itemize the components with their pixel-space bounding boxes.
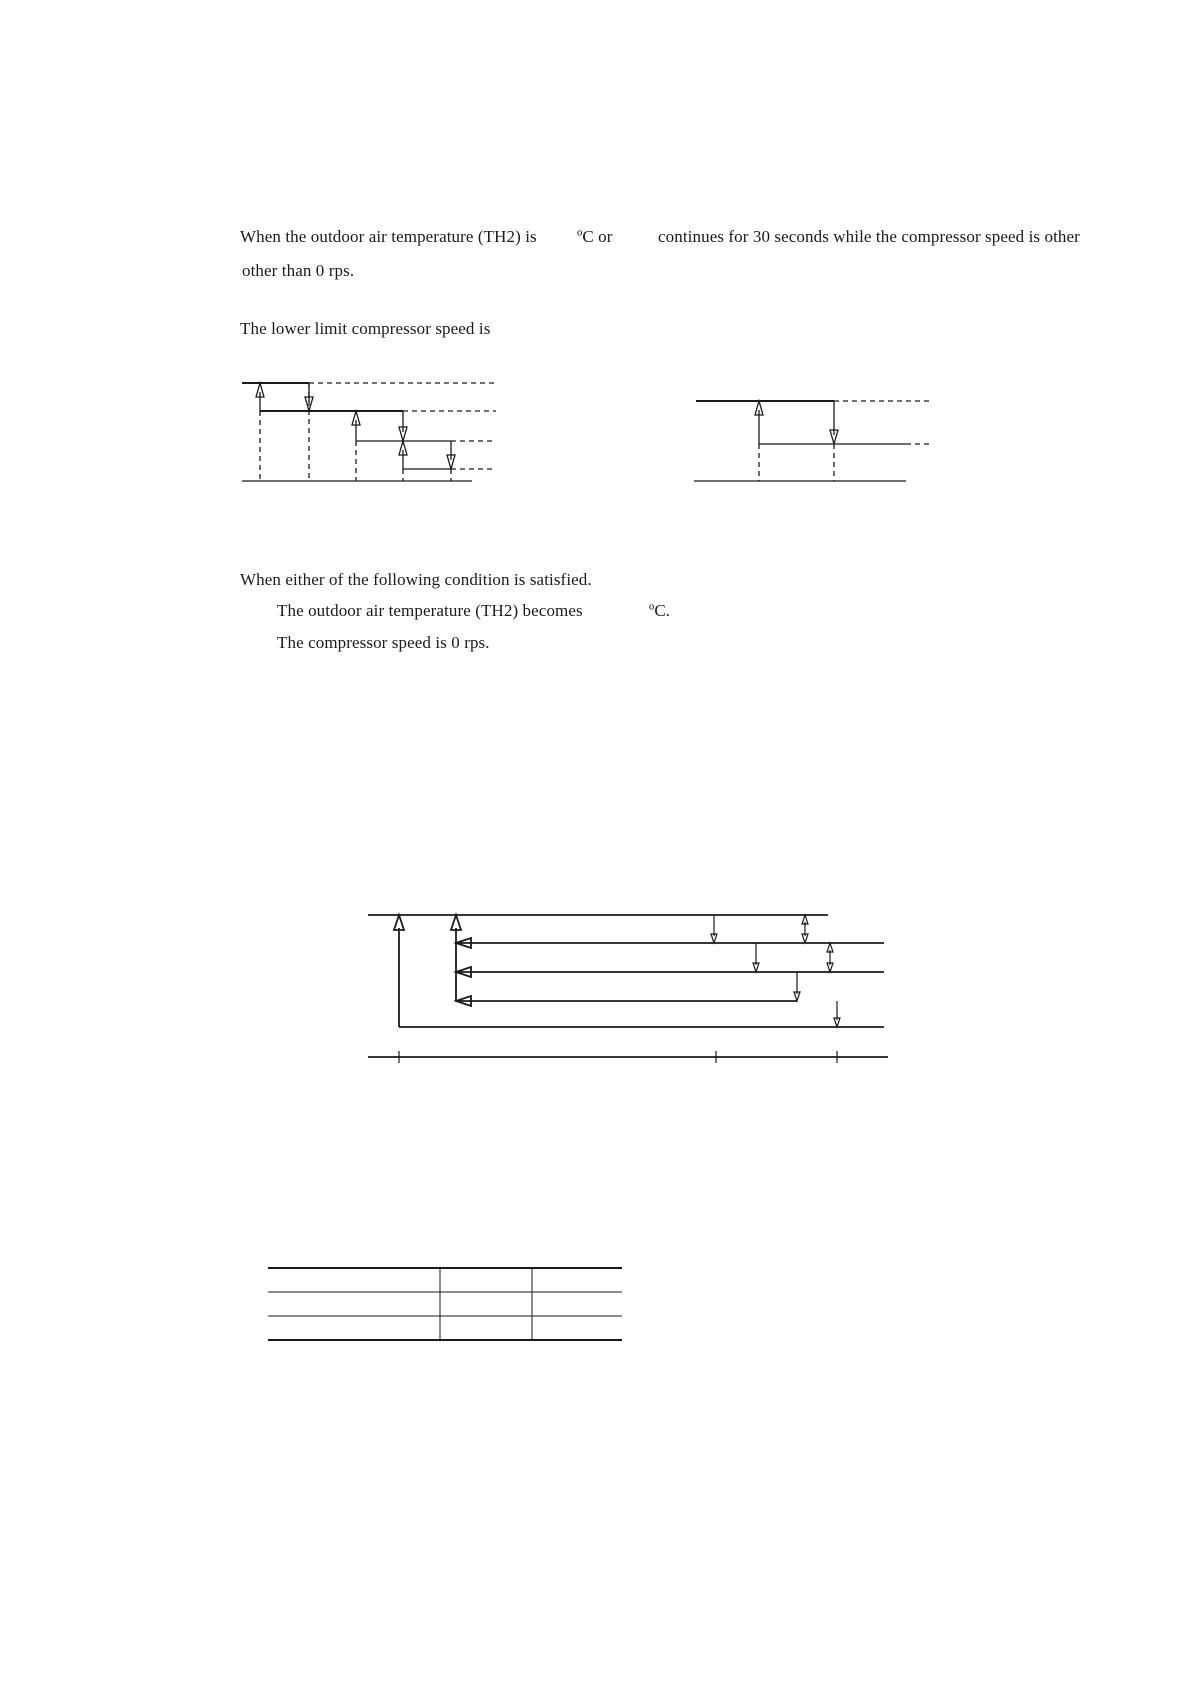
condition-text-2: other than 0 rps.: [242, 261, 355, 280]
condition-text-1c: continues for 30 seconds while the compressor speed is other: [658, 227, 1080, 246]
release-condition-1a: The outdoor air temperature (TH2) becomes: [277, 601, 583, 620]
release-condition-2: The compressor speed is 0 rps.: [277, 633, 490, 652]
condition-text-1b: ºC or: [577, 227, 613, 246]
release-condition-intro: When either of the following condition is satisfied.: [240, 570, 592, 589]
condition-text-1a: When the outdoor air temperature (TH2) is: [240, 227, 537, 246]
lower-limit-text: The lower limit compressor speed is: [240, 319, 491, 338]
release-condition-1b: ºC.: [649, 601, 671, 620]
